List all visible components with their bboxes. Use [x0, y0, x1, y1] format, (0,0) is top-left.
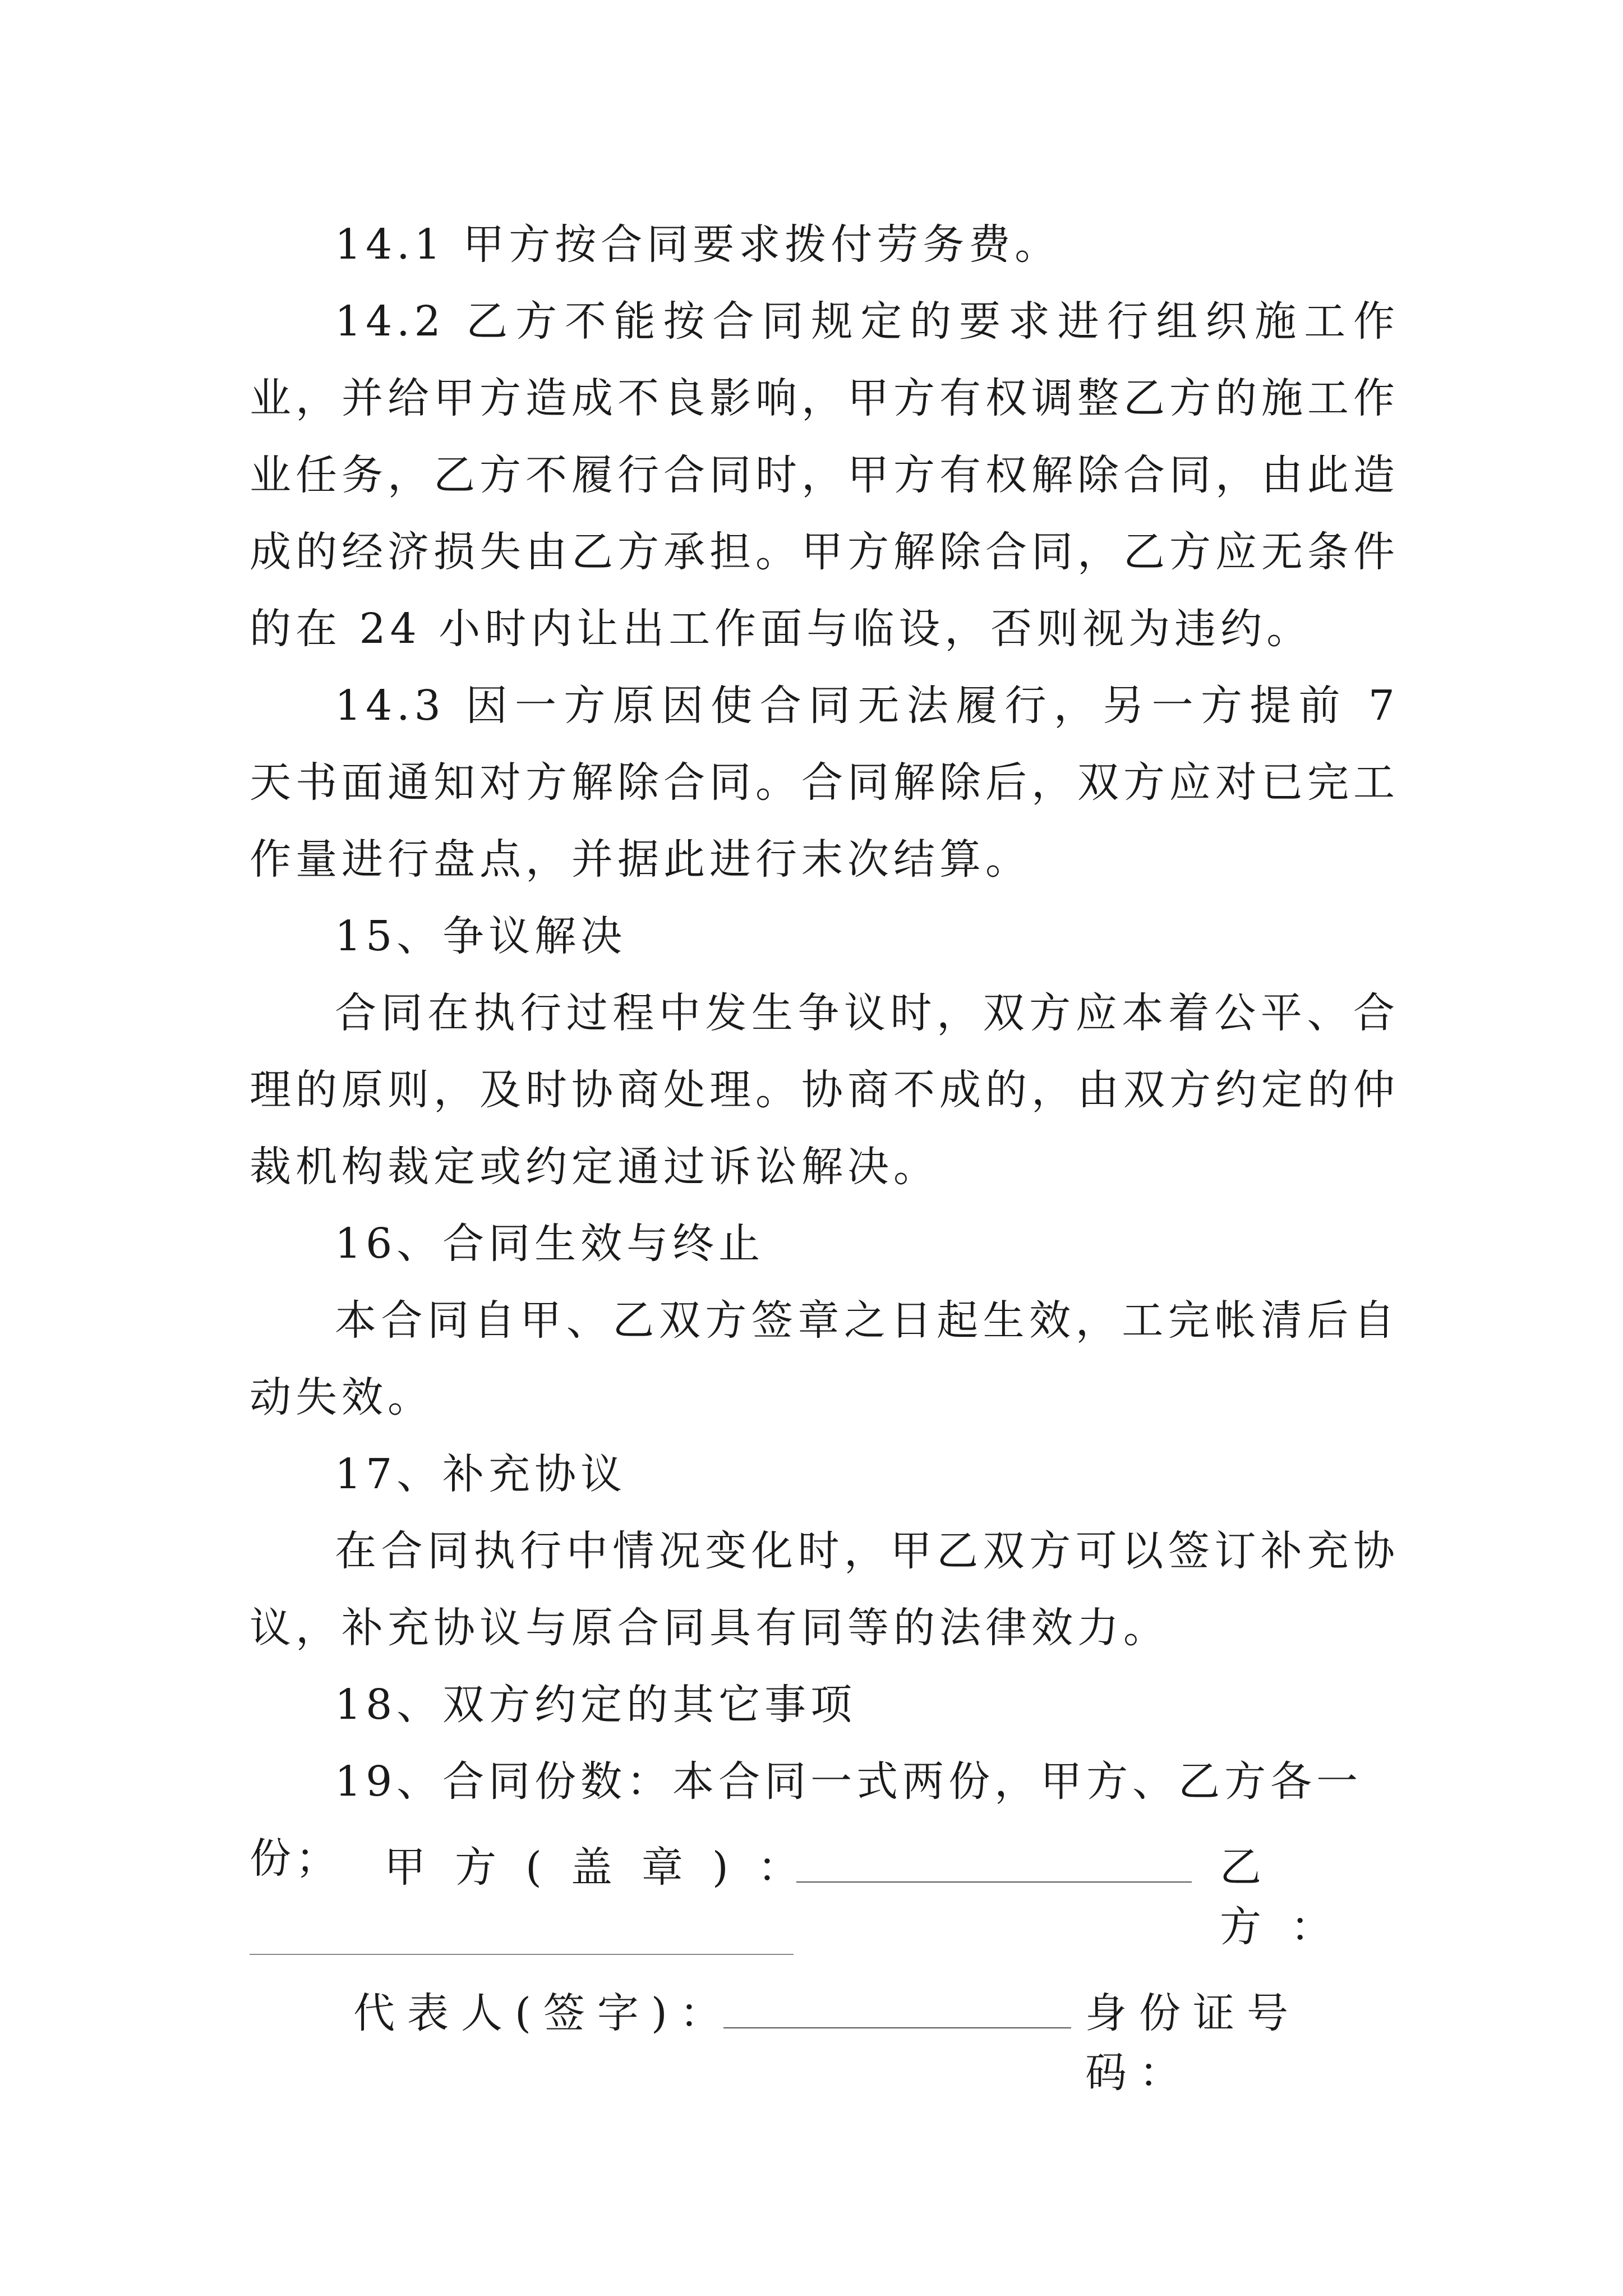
contract-page — [250, 206, 1399, 1897]
id-number-label: 身份证号码： — [1085, 1989, 1301, 2097]
party-b-label: 乙方： — [1220, 1843, 1361, 1951]
heading-15: 15、争议解决 — [335, 912, 627, 960]
party-a-signature-line[interactable] — [796, 1881, 1192, 1883]
clause-17: 在合同执行中情况变化时，甲乙双方可以签订补充协议，补充协议与原合同具有同等的法律效力。 — [250, 1527, 1399, 1652]
clause-15: 合同在执行过程中发生争议时，双方应本着公平、合理的原则，及时协商处理。协商不成的，由双方约定的仲裁机构裁定或约定通过诉讼解决。 — [250, 989, 1399, 1191]
heading-17: 17、补充协议 — [335, 1450, 627, 1498]
clause-14-1: 14.1 甲方按合同要求拨付劳务费。 — [335, 220, 1061, 269]
heading-18: 18、双方约定的其它事项 — [335, 1681, 857, 1729]
clause-14-2: 14.2 乙方不能按合同规定的要求进行组织施工作业，并给甲方造成不良影响，甲方有权调整乙方的施工作业任务，乙方不履行合同时，甲方有权解除合同，由此造成的经济损失由乙方承担。甲方解除合同，乙方应无条件的在 24 小时内让出工作面与临设，否则视为违约。 — [250, 297, 1399, 653]
clause-16: 本合同自甲、乙双方签章之日起生效，工完帐清后自动失效。 — [250, 1296, 1399, 1421]
party-a-label: 甲方(盖章)： — [384, 1843, 828, 1892]
party-b-signature-line[interactable] — [250, 1954, 794, 1955]
representative-label: 代表人(签字)： — [353, 1989, 734, 2037]
clause-14-3: 14.3 因一方原因使合同无法履行，另一方提前 7 天书面通知对方解除合同。合同解除后，双方应对已完工作量进行盘点，并据此进行末次结算。 — [250, 682, 1399, 884]
heading-19: 19、合同份数：本合同一式两份，甲方、乙方各一份； — [250, 1757, 1363, 1883]
representative-signature-line[interactable] — [723, 2027, 1071, 2028]
heading-16: 16、合同生效与终止 — [335, 1220, 765, 1268]
